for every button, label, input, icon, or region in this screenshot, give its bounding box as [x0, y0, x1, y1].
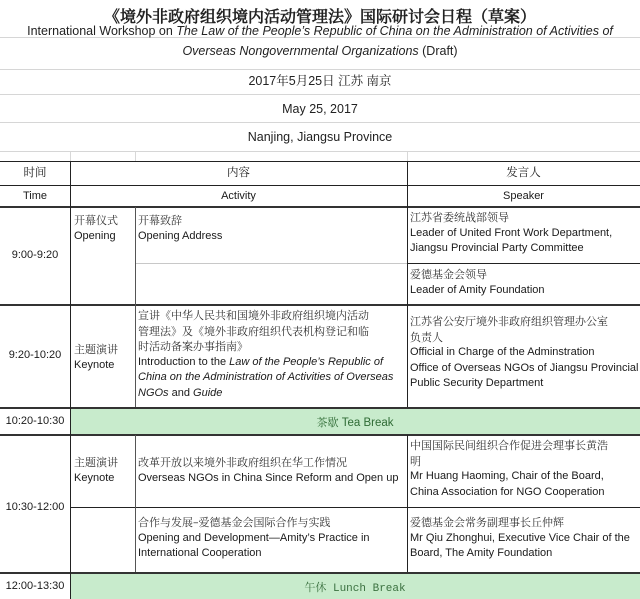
speaker-cn-line2: 明 — [410, 454, 421, 468]
session-cn: 主题演讲 — [74, 456, 118, 469]
workshop-title-en — [0, 15, 640, 70]
session-en: Keynote — [74, 471, 115, 484]
header-speaker-en: Speaker — [503, 190, 544, 202]
header-activity-cn: 内容 — [227, 167, 250, 179]
title-en-law-name: The Law of the People’s Republic of China on the Administration of Activities of Overseas Nongovernmental Organizations — [176, 24, 613, 58]
row-time: 9:20-10:20 — [8, 349, 62, 361]
speaker-cell — [410, 438, 640, 500]
activity-en-law-title: Law of the People’s Republic of — [229, 355, 384, 368]
session-label — [74, 213, 134, 244]
session-label — [74, 455, 134, 486]
place-en: Nanjing, Jiangsu Province — [0, 122, 640, 152]
speaker-en-line1: Mr Qiu Zhonghui, Executive Vice Chair of the — [410, 531, 630, 544]
break-cn: 午休 — [304, 581, 327, 594]
session-en: Keynote — [74, 358, 115, 371]
title-en-prefix: International Workshop on — [27, 24, 177, 38]
speaker-cn: 爱德基金会领导 — [410, 268, 487, 281]
date-location-cn: 2017年5月25日 江苏 南京 — [0, 68, 640, 95]
date-en: May 25, 2017 — [0, 95, 640, 123]
speaker-cn: 江苏省委统战部领导 — [410, 211, 509, 224]
tea-break-label — [70, 414, 640, 430]
speaker-cell — [410, 515, 640, 562]
title-en-suffix: (Draft) — [418, 44, 458, 58]
break-en: Tea Break — [341, 417, 394, 429]
session-label — [74, 342, 134, 373]
activity-cn: 开幕致辞 — [138, 214, 182, 227]
session-cn: 主题演讲 — [74, 343, 118, 356]
activity-en-line2: China on the Administration of Activities of Overseas — [138, 371, 394, 383]
header-speaker-cn: 发言人 — [506, 167, 541, 179]
activity-cell — [138, 213, 404, 244]
activity-cell — [138, 308, 406, 401]
speaker-cn-line1: 中国国际民间组织合作促进会理事长黄浩 — [410, 439, 608, 452]
break-cn: 茶歇 — [316, 416, 339, 429]
speaker-cn-line1: 江苏省公安厅境外非政府组织管理办公室 — [410, 315, 608, 328]
activity-en-line1 — [138, 355, 406, 371]
speaker-cell — [410, 210, 638, 257]
speaker-en-line3: Public Security Department — [410, 377, 544, 389]
speaker-en-line2: Jiangsu Provincial Party Committee — [410, 242, 584, 254]
activity-cell — [138, 515, 406, 562]
session-en: Opening — [74, 229, 116, 242]
activity-en: Opening Address — [138, 229, 223, 242]
activity-en: Overseas NGOs in China Since Reform and Open up — [138, 471, 399, 484]
speaker-en-line2: Office of Overseas NGOs of Jiangsu Provincial — [410, 361, 639, 374]
activity-cn: 改革开放以来境外非政府组织在华工作情况 — [138, 456, 347, 469]
activity-cn-line1: 宣讲《中华人民共和国境外非政府组织境内活动 — [138, 309, 369, 322]
speaker-en-line1: Leader of United Front Work Department, — [410, 226, 613, 239]
activity-en-line1: Opening and Development—Amity’s Practice in — [138, 531, 370, 544]
header-time-en: Time — [22, 190, 48, 202]
activity-en-and: and — [168, 386, 194, 399]
break-en: Lunch Break — [332, 583, 406, 595]
header-time-cn: 时间 — [23, 167, 47, 179]
speaker-cn-line2: 负责人 — [410, 330, 443, 344]
speaker-en-line1: Official in Charge of the Adminstration — [410, 346, 595, 358]
activity-en-line3 — [138, 386, 406, 402]
activity-cn: 合作与发展–爱德基金会国际合作与实践 — [138, 516, 331, 529]
activity-cn-line3: 时活动备案办事指南》 — [138, 340, 248, 353]
speaker-en-line1: Mr Huang Haoming, Chair of the Board, — [410, 470, 604, 482]
header-activity-en: Activity — [221, 190, 256, 202]
activity-en-line2: International Cooperation — [138, 547, 262, 559]
row-time: 10:30-12:00 — [5, 501, 65, 513]
speaker-en-line2: Board, The Amity Foundation — [410, 547, 553, 559]
row-time: 9:00-9:20 — [11, 249, 59, 261]
lunch-break-label — [70, 579, 640, 595]
row-time: 10:20-10:30 — [5, 415, 65, 427]
activity-en-guide: Guide — [193, 386, 223, 399]
activity-cell — [138, 455, 406, 486]
row-time: 12:00-13:30 — [5, 580, 65, 592]
speaker-cn: 爱德基金会常务副理事长丘仲辉 — [410, 516, 564, 529]
speaker-en-line2: China Association for NGO Cooperation — [410, 485, 605, 498]
activity-cn-line2: 管理法》及《境外非政府组织代表机构登记和临 — [138, 324, 369, 338]
speaker-cell — [410, 314, 640, 392]
activity-en-ngos: NGOs — [138, 386, 169, 399]
session-cn: 开幕仪式 — [74, 214, 118, 227]
document-title: 《境外非政府组织境内活动管理法》国际研讨会日程（草案） — [0, 0, 640, 38]
activity-en-text: Introduction to the — [138, 355, 230, 368]
speaker-en-line1: Leader of Amity Foundation — [410, 283, 545, 296]
speaker-cell — [410, 267, 638, 298]
